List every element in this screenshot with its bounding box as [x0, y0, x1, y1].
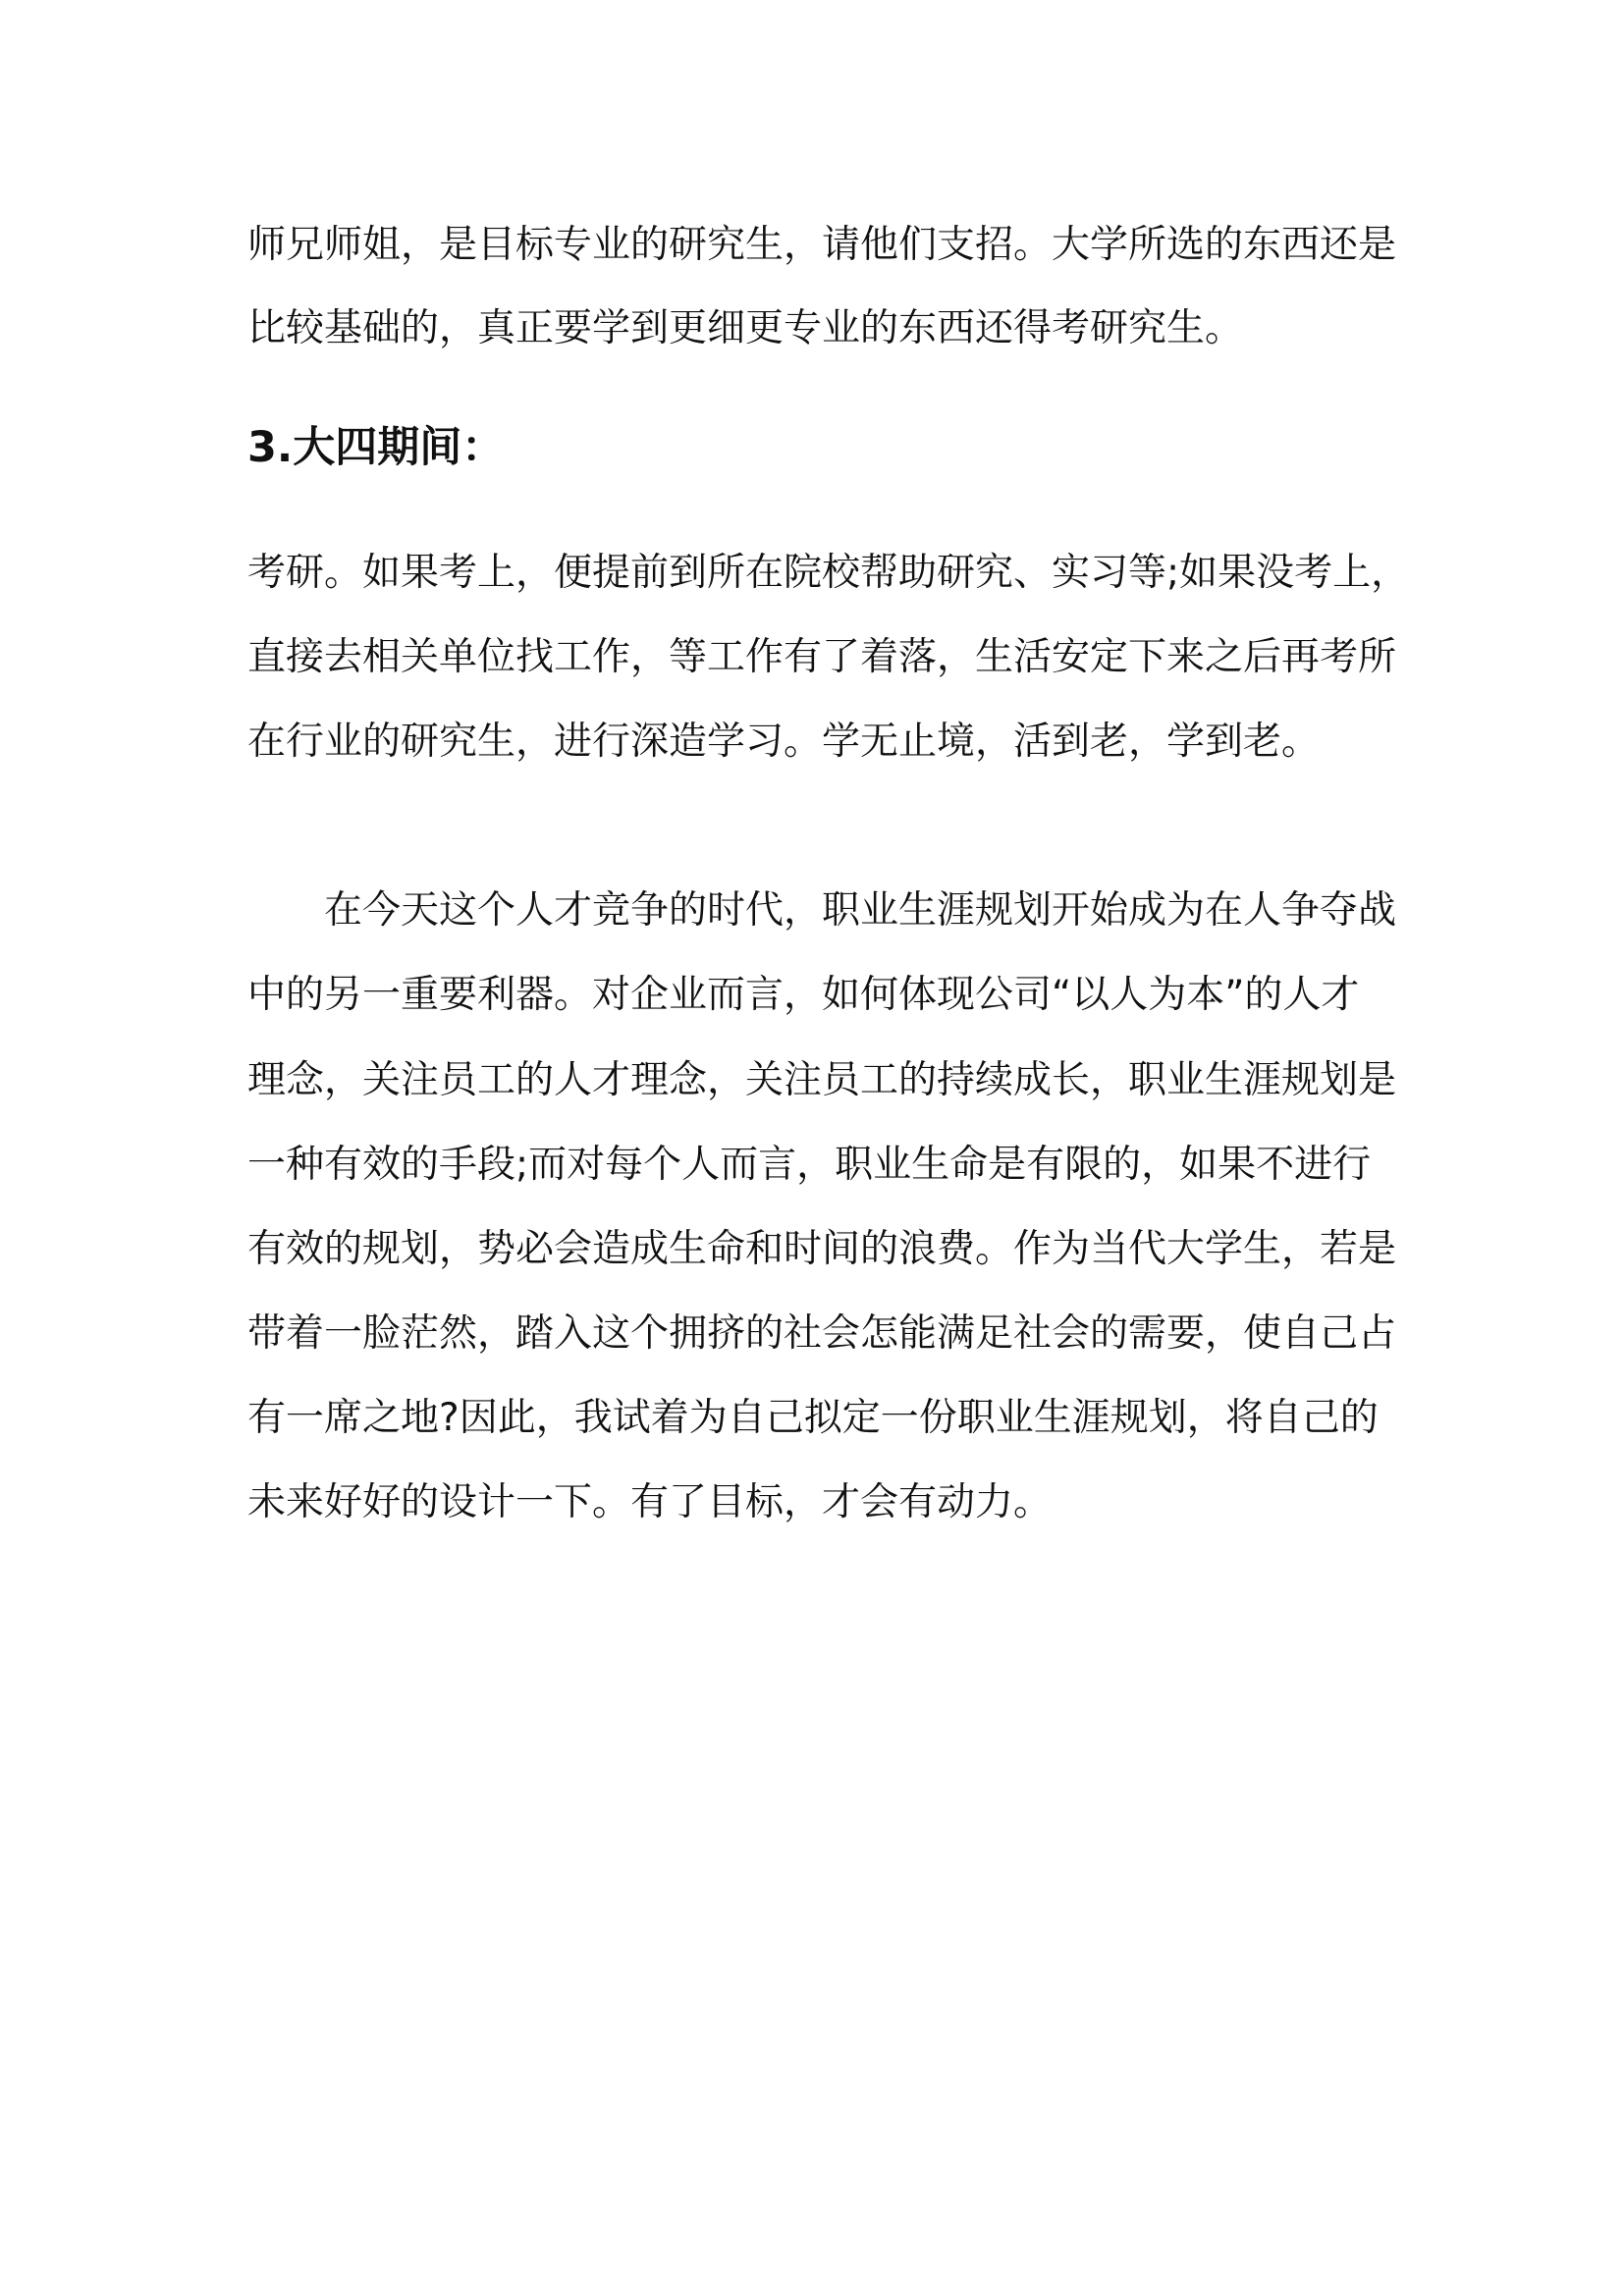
- paragraph-line: 有一席之地?因此，我试着为自己拟定一份职业生涯规划，将自己的: [247, 1396, 1379, 1440]
- paragraph-line: 一种有效的手段;而对每个人而言，职业生命是有限的，如果不进行: [247, 1143, 1372, 1187]
- paragraph-line: 带着一脸茫然，踏入这个拥挤的社会怎能满足社会的需要，使自己占: [247, 1311, 1397, 1356]
- paragraph-line: 比较基础的，真正要学到更细更专业的东西还得考研究生。: [247, 306, 1244, 350]
- paragraph-line: 有效的规划，势必会造成生命和时间的浪费。作为当代大学生，若是: [247, 1227, 1397, 1271]
- paragraph-line: 考研。如果考上，便提前到所在院校帮助研究、实习等;如果没考上，: [247, 551, 1410, 595]
- paragraph-line: 未来好好的设计一下。有了目标，才会有动力。: [247, 1480, 1053, 1524]
- paragraph-line: 师兄师姐，是目标专业的研究生，请他们支招。大学所选的东西还是: [247, 223, 1397, 267]
- paragraph-line: 在行业的研究生，进行深造学习。学无止境，活到老，学到老。: [247, 720, 1321, 764]
- paragraph-line: 在今天这个人才竞争的时代，职业生涯规划开始成为在人争夺战: [324, 888, 1397, 933]
- section-heading: 3.大四期间：: [247, 423, 505, 472]
- paragraph-line: 直接去相关单位找工作，等工作有了着落，生活安定下来之后再考所: [247, 635, 1397, 679]
- paragraph-line: 中的另一重要利器。对企业而言，如何体现公司“以人为本”的人才: [247, 973, 1360, 1017]
- paragraph-line: 理念，关注员工的人才理念，关注员工的持续成长，职业生涯规划是: [247, 1058, 1397, 1102]
